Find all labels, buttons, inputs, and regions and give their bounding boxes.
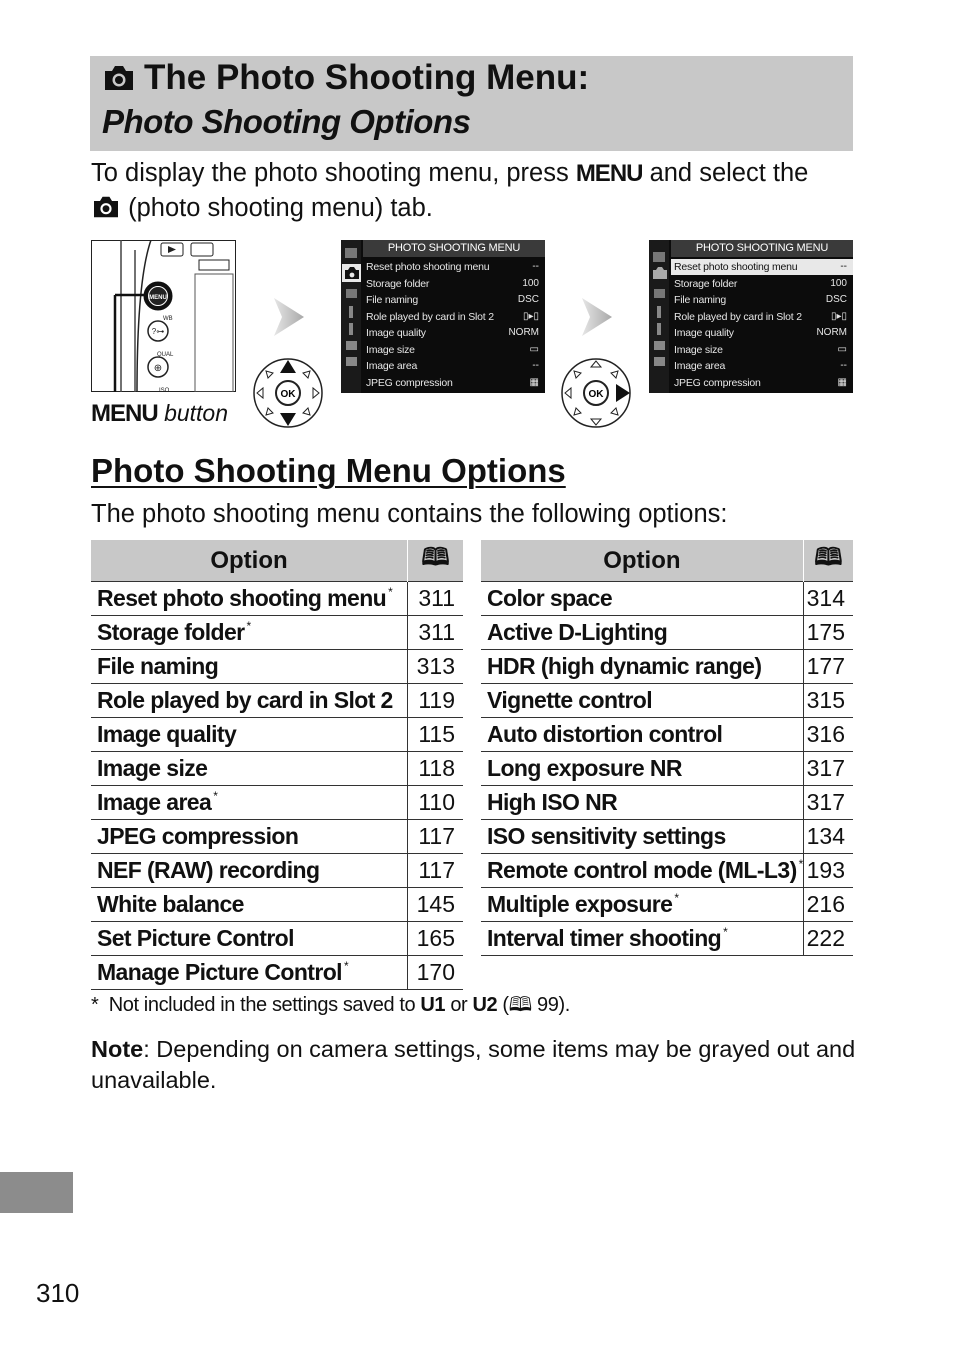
chapter-tab-marker [0,1172,73,1213]
page-number-cell: 311 [408,582,464,616]
menu-button-caption: MENU button [91,400,229,427]
table-row [91,888,463,922]
option-name: File naming [91,650,408,684]
table-row [481,752,853,786]
footnote-marker: * [213,789,218,803]
note-paragraph: Note: Depending on camera settings, some items may be grayed out and unavailable. [91,1036,856,1093]
page-number-cell: 222 [803,922,853,956]
page-number-cell: 316 [803,718,853,752]
page-number-cell: 317 [803,752,853,786]
option-name: Image area * [91,786,408,820]
option-name: Image size [91,752,408,786]
table-row [91,922,463,956]
option-column-header: Option [481,540,803,582]
menu-tab-icons [649,240,671,393]
page-number-cell: 134 [803,820,853,854]
option-name: Reset photo shooting menu * [91,582,408,616]
next-step-arrow-icon [272,296,306,338]
table-row [481,922,853,956]
menu-key-label: MENU [575,160,643,187]
options-table-right [481,540,853,956]
camera-menu-screen-tab-highlighted: PHOTO SHOOTING MENU Reset photo shooting menu -- Storage folder 100 File naming DSC Role played by card in Slot 2 ▯▸▯ Image quality NORM Image size ▭ Image area -- JPEG compression ▦ [341,240,545,393]
page-number-cell: 165 [408,922,464,956]
page-number-cell: 145 [408,888,464,922]
footnote-marker: * [246,619,251,633]
page-number-cell: 119 [408,684,464,718]
page-number-cell: 110 [408,786,464,820]
table-row [91,718,463,752]
option-name: High ISO NR [481,786,803,820]
page-number-cell: 317 [803,786,853,820]
page-ref-icon: 🕮 [408,540,464,582]
page-number-cell: 170 [408,956,464,990]
screen-title: PHOTO SHOOTING MENU [363,240,545,257]
table-row [91,650,463,684]
option-name: Long exposure NR [481,752,803,786]
table-row [481,854,853,888]
multi-selector-up-down-icon [252,357,324,429]
option-name: Image quality [91,718,408,752]
footnote-marker: * [674,891,679,905]
screen-title: PHOTO SHOOTING MENU [671,240,853,257]
table-row [91,616,463,650]
option-name: Interval timer shooting * [481,922,803,956]
svg-text:⊕: ⊕ [153,363,163,374]
section-header-band [90,56,853,151]
footnote-marker: * [723,925,728,939]
page-number-cell: 311 [408,616,464,650]
svg-text:?⊶: ?⊶ [151,327,165,336]
page-number-cell: 115 [408,718,464,752]
table-row [481,718,853,752]
footnote-marker: * [343,959,349,973]
page-number-cell: 117 [408,854,464,888]
menu-tab-icons [341,240,363,393]
page-number-cell: 177 [803,650,853,684]
page-number-cell: 216 [803,888,853,922]
table-row [91,854,463,888]
next-step-arrow-icon [580,296,614,338]
page-number-cell: 117 [408,820,464,854]
svg-text:WB: WB [163,316,173,322]
camera-icon [102,64,136,92]
table-row [91,752,463,786]
menu-button-label: MENU [149,295,167,301]
option-name: Auto distortion control [481,718,803,752]
multi-selector-right-icon [560,357,632,429]
footnote-marker: * [798,857,803,871]
option-name: Multiple exposure * [481,888,803,922]
options-table-left [91,540,463,990]
table-row [481,684,853,718]
camera-back-illustration [91,240,236,392]
option-column-header: Option [91,540,408,582]
camera-menu-screen-item-highlighted: PHOTO SHOOTING MENU Reset photo shooting menu -- Storage folder 100 File naming DSC Role played by card in Slot 2 ▯▸▯ Image quality NORM Image size ▭ Image area -- JPEG compression ▦ [649,240,853,393]
table-row [481,820,853,854]
page-number-cell: 314 [803,582,853,616]
svg-text:QUAL: QUAL [157,352,174,358]
table-row [91,582,463,616]
option-name: Remote control mode (ML-L3) * [481,854,803,888]
svg-text:OK: OK [280,389,296,400]
table-row [481,888,853,922]
page-number-cell: 315 [803,684,853,718]
section-intro: The photo shooting menu contains the following options: [91,500,728,528]
option-name: Color space [481,582,803,616]
svg-text:OK: OK [588,389,604,400]
footnote-marker: * [388,585,393,599]
table-row [91,820,463,854]
option-name: ISO sensitivity settings [481,820,803,854]
page-number-cell: 118 [408,752,464,786]
option-name: Role played by card in Slot 2 [91,684,408,718]
table-row [481,650,853,684]
option-name: Manage Picture Control * [91,956,408,990]
option-name: NEF (RAW) recording [91,854,408,888]
option-name: White balance [91,888,408,922]
footnote: * Not included in the settings saved to U1 or U2 (🕮 99). [91,994,570,1016]
option-name: HDR (high dynamic range) [481,650,803,684]
table-row [481,616,853,650]
page-number-cell: 313 [408,650,464,684]
option-name: Vignette control [481,684,803,718]
page-number: 310 [36,1278,80,1308]
table-row [91,786,463,820]
table-row [481,786,853,820]
table-row [481,582,853,616]
table-row [91,684,463,718]
intro-text: To display the photo shooting menu, press MENU and select the (photo shooting menu) tab. [91,159,809,222]
page-ref-icon: 🕮 [803,540,853,582]
table-row [91,956,463,990]
camera-icon [91,195,121,219]
svg-text:ISO: ISO [159,388,170,392]
option-name: Storage folder * [91,616,408,650]
page-subtitle: Photo Shooting Options [102,103,471,140]
page-number-cell: 193 [803,854,853,888]
option-name: JPEG compression [91,820,408,854]
page-ref-icon: 🕮 [508,994,532,1016]
page-title: The Photo Shooting Menu: [102,58,589,98]
option-name: Active D-Lighting [481,616,803,650]
option-name: Set Picture Control [91,922,408,956]
page-number-cell: 175 [803,616,853,650]
section-heading: Photo Shooting Menu Options [91,452,566,489]
